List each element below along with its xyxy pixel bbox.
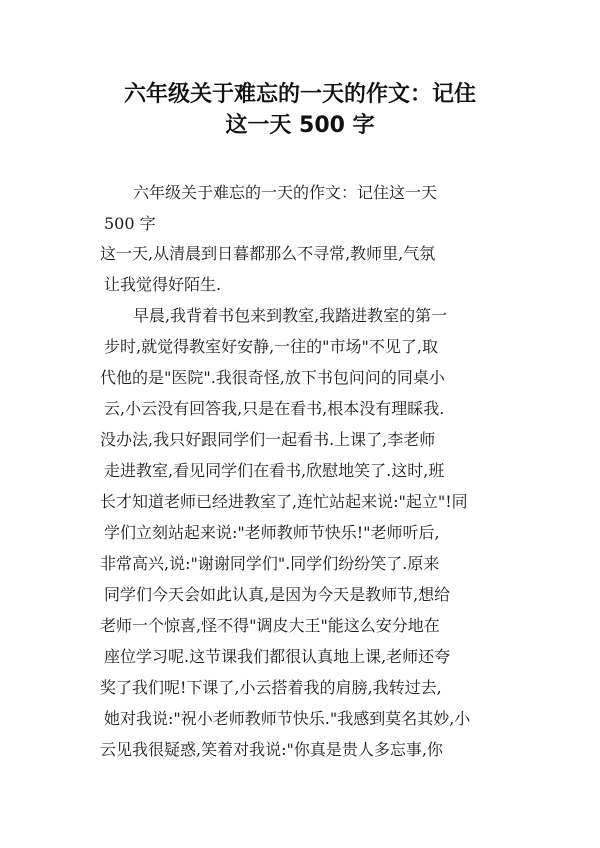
body-line-8: 云,小云没有回答我,只是在看书,根本没有理睬我. [104,399,445,418]
body-line-13: 非常高兴,说:"谢谢同学们".同学们纷纷笑了.原来 [100,554,440,573]
body-line-18: 她对我说:"祝小老师教师节快乐."我感到莫名其妙,小 [104,709,471,728]
body-line-7: 代他的是"医院".我很奇怪,放下书包问问的同桌小 [100,368,445,387]
body-line-12: 学们立刻站起来说:"老师教师节快乐!"老师听后, [104,523,440,542]
document-title-line-1: 六年级关于难忘的一天的作文：记住 [123,82,476,107]
body-line-11: 长才知道老师已经进教室了,连忙站起来说:"起立"!同 [100,492,468,511]
body-line-4: 让我觉得好陌生. [104,275,222,294]
body-line-15: 老师一个惊喜,怪不得"调皮大王"能这么安分地在 [100,616,440,635]
body-line-6: 步时,就觉得教室好安静,一往的"市场"不见了,取 [104,337,438,356]
document-title-line-2: 这一天 500 字 [225,113,375,138]
body-line-17: 奖了我们呢!下课了,小云搭着我的肩膀,我转过去, [100,678,442,697]
body-line-9: 没办法,我只好跟同学们一起看书.上课了,李老师 [100,430,436,449]
body-line-16: 座位学习呢.这节课我们都很认真地上课,老师还夸 [104,647,451,666]
body-line-14: 同学们今天会如此认真,是因为今天是教师节,想给 [104,585,451,604]
body-line-2: 500 字 [104,214,156,233]
body-line-1: 六年级关于难忘的一天的作文：记住这一天 [133,183,438,202]
body-line-3: 这一天,从清晨到日暮都那么不寻常,教师里,气氛 [100,244,436,263]
body-line-5: 早晨,我背着书包来到教室,我踏进教室的第一 [133,306,448,325]
body-line-10: 走进教室,看见同学们在看书,欣慰地笑了.这时,班 [104,461,445,480]
body-line-19: 云见我很疑惑,笑着对我说:"你真是贵人多忘事,你 [100,740,443,759]
